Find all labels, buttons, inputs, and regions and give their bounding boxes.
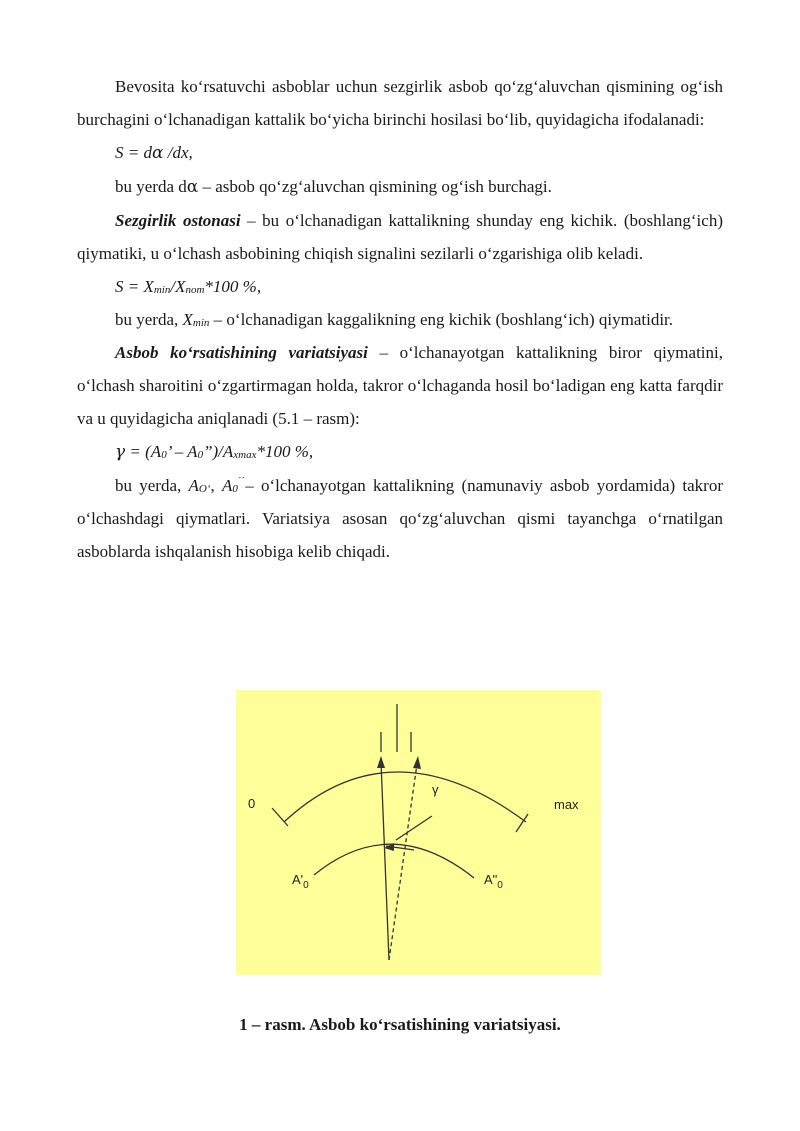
pointer-solid-arrow [377, 756, 385, 768]
label-a0-double-prime: $A"_0$ [484, 872, 503, 891]
label-zero: 0 [248, 796, 256, 811]
term-variation: Asbob ko‘rsatishining variatsiyasi [115, 343, 368, 362]
document-page [77, 70, 723, 568]
ao-definition: bu yerda, $A_{O‘}$, $A_0^{´´}-$ o‘lchanayotgan kattalikning (namunaviy asbob yordamida) takror o‘lchashdagi qiymatlari. Variatsiya asosan qo‘zg‘aluvchan qismi tayanchga o‘rnatilgan asboblarda ishqalanish hisobiga kelib chiqadi. [77, 475, 723, 561]
label-gamma: γ [432, 782, 439, 797]
formula-sensitivity: S = dα /dx, [115, 143, 193, 163]
paragraph-variation: Asbob ko‘rsatishining variatsiyasi – o‘lchanayotgan kattalikning biror qiymatini, o‘lchash sharoitini o‘zgartirmagan holda, takror o‘lchaganda hosil bo‘ladigan eng katta farqdir va u quyidagicha aniqlanadi (5.1 – rasm): [77, 343, 723, 428]
variation-diagram [236, 690, 601, 975]
term-threshold: Sezgirlik ostonasi [115, 211, 241, 230]
xmin-definition: bu yerda, $X_{min}$ – o‘lchanadigan kaggalikning eng kichik (boshlang‘ich) qiymatidir. [115, 310, 674, 329]
formula-threshold: $S = X_{min}/X_{nom}*100$ %, [115, 277, 262, 296]
outer-scale-arc [284, 772, 526, 822]
scale-zero-tick [272, 808, 288, 826]
figure-caption: 1 – rasm. Asbob ko‘rsatishining variatsiyasi. [239, 1015, 561, 1034]
label-a0-prime: $A'_0$ [292, 872, 309, 891]
pointer-dashed-arrow [413, 756, 421, 769]
label-max: max [554, 797, 579, 812]
gamma-angle-line [396, 816, 432, 840]
paragraph-threshold: Sezgirlik ostonasi – bu o‘lchanadigan kattalikning shunday eng kichik. (boshlang‘ich) qiymatiki, u o‘lchash asbobining chiqish signalini sezilarli o‘zgarishiga olib keladi. [77, 211, 723, 263]
paragraph-sensitivity: Bevosita ko‘rsatuvchi asboblar uchun sezgirlik asbob qo‘zg‘aluvchan qismining og‘ish burchagini o‘lchanadigan kattalik bo‘yicha birinchi hosilasi bo‘lib, quyidagicha ifodalanadi: [77, 77, 723, 129]
formula-variation: $\gamma = (A_0$’ – $A_0”)/A_{xmax}*100$ %, [115, 442, 314, 462]
pointer-dashed [389, 764, 417, 960]
pointer-solid [381, 762, 389, 960]
alpha-definition: bu yerda dα – asbob qo‘zg‘aluvchan qismining og‘ish burchagi. [115, 177, 552, 197]
variation-figure [236, 690, 601, 975]
